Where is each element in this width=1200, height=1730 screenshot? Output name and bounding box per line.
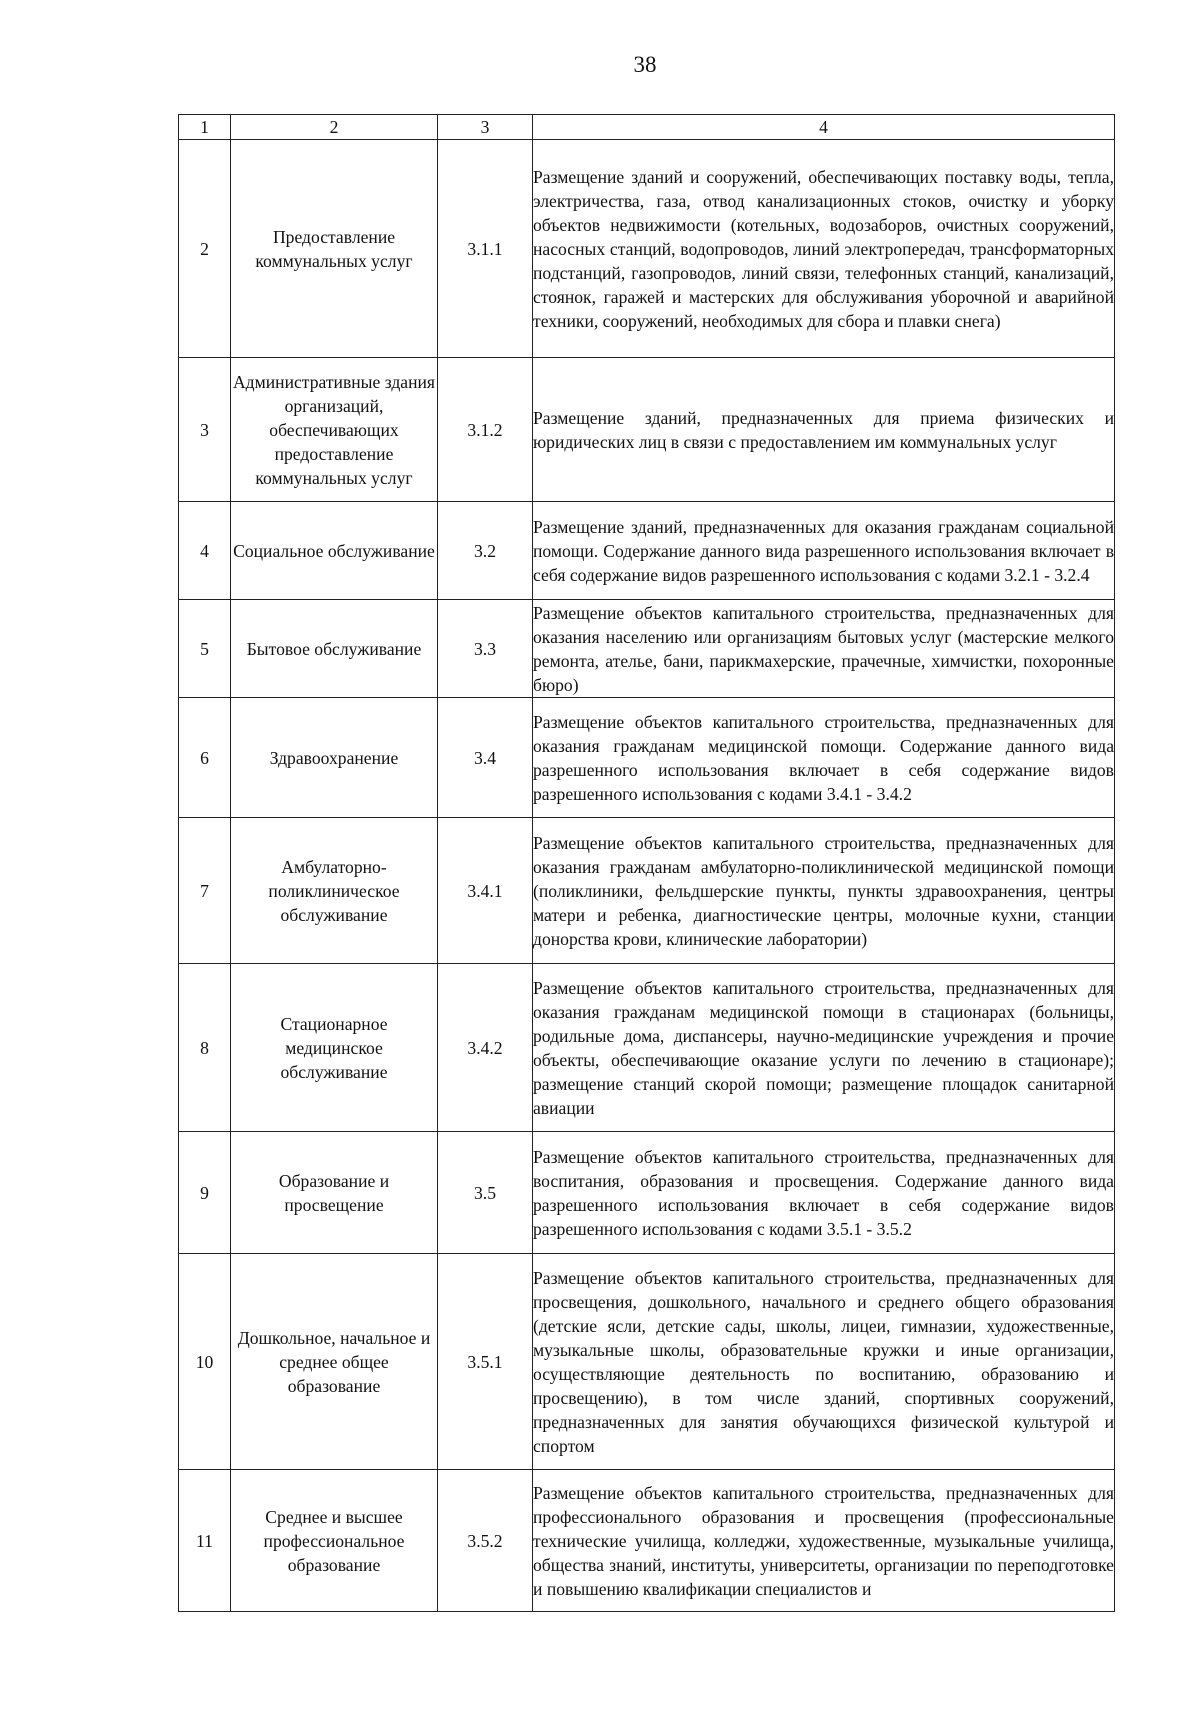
- row-number: 9: [179, 1132, 231, 1254]
- row-number: 8: [179, 964, 231, 1132]
- row-number: 2: [179, 140, 231, 358]
- use-type-name: Дошкольное, начальное и среднее общее образование: [231, 1254, 438, 1470]
- use-type-description: Размещение объектов капитального строительства, предназначенных для оказания гражданам медицинской помощи. Содержание данного вида разрешенного использования включает в себя содержание видов разрешенного использования с кодами 3.4.1 - 3.4.2: [533, 698, 1115, 818]
- use-type-description: Размещение объектов капитального строительства, предназначенных для профессионального образования и просвещения (профессиональные технические училища, колледжи, художественные, музыкальные училища, общества знаний, институты, университеты, организации по переподготовке и повышению квалификации специалистов и: [533, 1470, 1115, 1612]
- row-number: 6: [179, 698, 231, 818]
- table-row: [179, 358, 1115, 502]
- use-type-description: Размещение зданий, предназначенных для оказания гражданам социальной помощи. Содержание данного вида разрешенного использования включает в себя содержание видов разрешенного использования с кодами 3.2.1 - 3.2.4: [533, 502, 1115, 600]
- table-header-row: [179, 115, 1115, 140]
- use-type-name: Здравоохранение: [231, 698, 438, 818]
- use-type-code: 3.4.1: [438, 818, 533, 964]
- column-header: 4: [533, 115, 1115, 140]
- table-row: [179, 502, 1115, 600]
- use-type-code: 3.1.2: [438, 358, 533, 502]
- row-number: 10: [179, 1254, 231, 1470]
- table-row: [179, 818, 1115, 964]
- table-row: [179, 1470, 1115, 1612]
- table-row: [179, 698, 1115, 818]
- use-type-code: 3.4.2: [438, 964, 533, 1132]
- use-type-name: Стационарное медицинское обслуживание: [231, 964, 438, 1132]
- column-header: 1: [179, 115, 231, 140]
- row-number: 11: [179, 1470, 231, 1612]
- row-number: 7: [179, 818, 231, 964]
- row-number: 3: [179, 358, 231, 502]
- use-type-description: Размещение объектов капитального строительства, предназначенных для оказания гражданам медицинской помощи в стационарах (больницы, родильные дома, диспансеры, научно-медицинские учреждения и прочие объекты, обеспечивающие оказание услуги по лечению в стационаре); размещение станций скорой помощи; размещение площадок санитарной авиации: [533, 964, 1115, 1132]
- land-use-table: [178, 114, 1115, 1612]
- column-header: 3: [438, 115, 533, 140]
- use-type-description: Размещение объектов капитального строительства, предназначенных для просвещения, дошкольного, начального и среднего общего образования (детские ясли, детские сады, школы, лицеи, гимназии, художественные, музыкальные школы, образовательные кружки и иные организации, осуществляющие деятельность по воспитанию, образованию и просвещению), в том числе зданий, спортивных сооружений, предназначенных для занятия обучающихся физической культурой и спортом: [533, 1254, 1115, 1470]
- column-header: 2: [231, 115, 438, 140]
- page-number: 38: [633, 52, 657, 77]
- use-type-code: 3.4: [438, 698, 533, 818]
- use-type-code: 3.3: [438, 600, 533, 698]
- use-type-name: Бытовое обслуживание: [231, 600, 438, 698]
- use-type-code: 3.1.1: [438, 140, 533, 358]
- table-row: [179, 140, 1115, 358]
- use-type-description: Размещение объектов капитального строительства, предназначенных для оказания населению или организациям бытовых услуг (мастерские мелкого ремонта, ателье, бани, парикмахерские, прачечные, химчистки, похоронные бюро): [533, 600, 1115, 698]
- use-type-name: Предоставление коммунальных услуг: [231, 140, 438, 358]
- use-type-description: Размещение объектов капитального строительства, предназначенных для воспитания, образования и просвещения. Содержание данного вида разрешенного использования включает в себя содержание видов разрешенного использования с кодами 3.5.1 - 3.5.2: [533, 1132, 1115, 1254]
- table-row: [179, 964, 1115, 1132]
- use-type-code: 3.2: [438, 502, 533, 600]
- use-type-name: Амбулаторно-поликлиническое обслуживание: [231, 818, 438, 964]
- use-type-name: Административные здания организаций, обеспечивающих предоставление коммунальных услуг: [231, 358, 438, 502]
- use-type-code: 3.5.1: [438, 1254, 533, 1470]
- use-type-name: Среднее и высшее профессиональное образование: [231, 1470, 438, 1612]
- use-type-code: 3.5.2: [438, 1470, 533, 1612]
- row-number: 5: [179, 600, 231, 698]
- use-type-description: Размещение зданий, предназначенных для приема физических и юридических лиц в связи с предоставлением им коммунальных услуг: [533, 358, 1115, 502]
- table-row: [179, 1254, 1115, 1470]
- table-row: [179, 1132, 1115, 1254]
- use-type-description: Размещение объектов капитального строительства, предназначенных для оказания гражданам амбулаторно-поликлинической медицинской помощи (поликлиники, фельдшерские пункты, пункты здравоохранения, центры матери и ребенка, диагностические центры, молочные кухни, станции донорства крови, клинические лаборатории): [533, 818, 1115, 964]
- use-type-code: 3.5: [438, 1132, 533, 1254]
- table-row: [179, 600, 1115, 698]
- use-type-name: Социальное обслуживание: [231, 502, 438, 600]
- use-type-name: Образование и просвещение: [231, 1132, 438, 1254]
- row-number: 4: [179, 502, 231, 600]
- use-type-description: Размещение зданий и сооружений, обеспечивающих поставку воды, тепла, электричества, газа, отвод канализационных стоков, очистку и уборку объектов недвижимости (котельных, водозаборов, очистных сооружений, насосных станций, водопроводов, линий электропередач, трансформаторных подстанций, газопроводов, линий связи, телефонных станций, канализаций, стоянок, гаражей и мастерских для обслуживания уборочной и аварийной техники, сооружений, необходимых для сбора и плавки снега): [533, 140, 1115, 358]
